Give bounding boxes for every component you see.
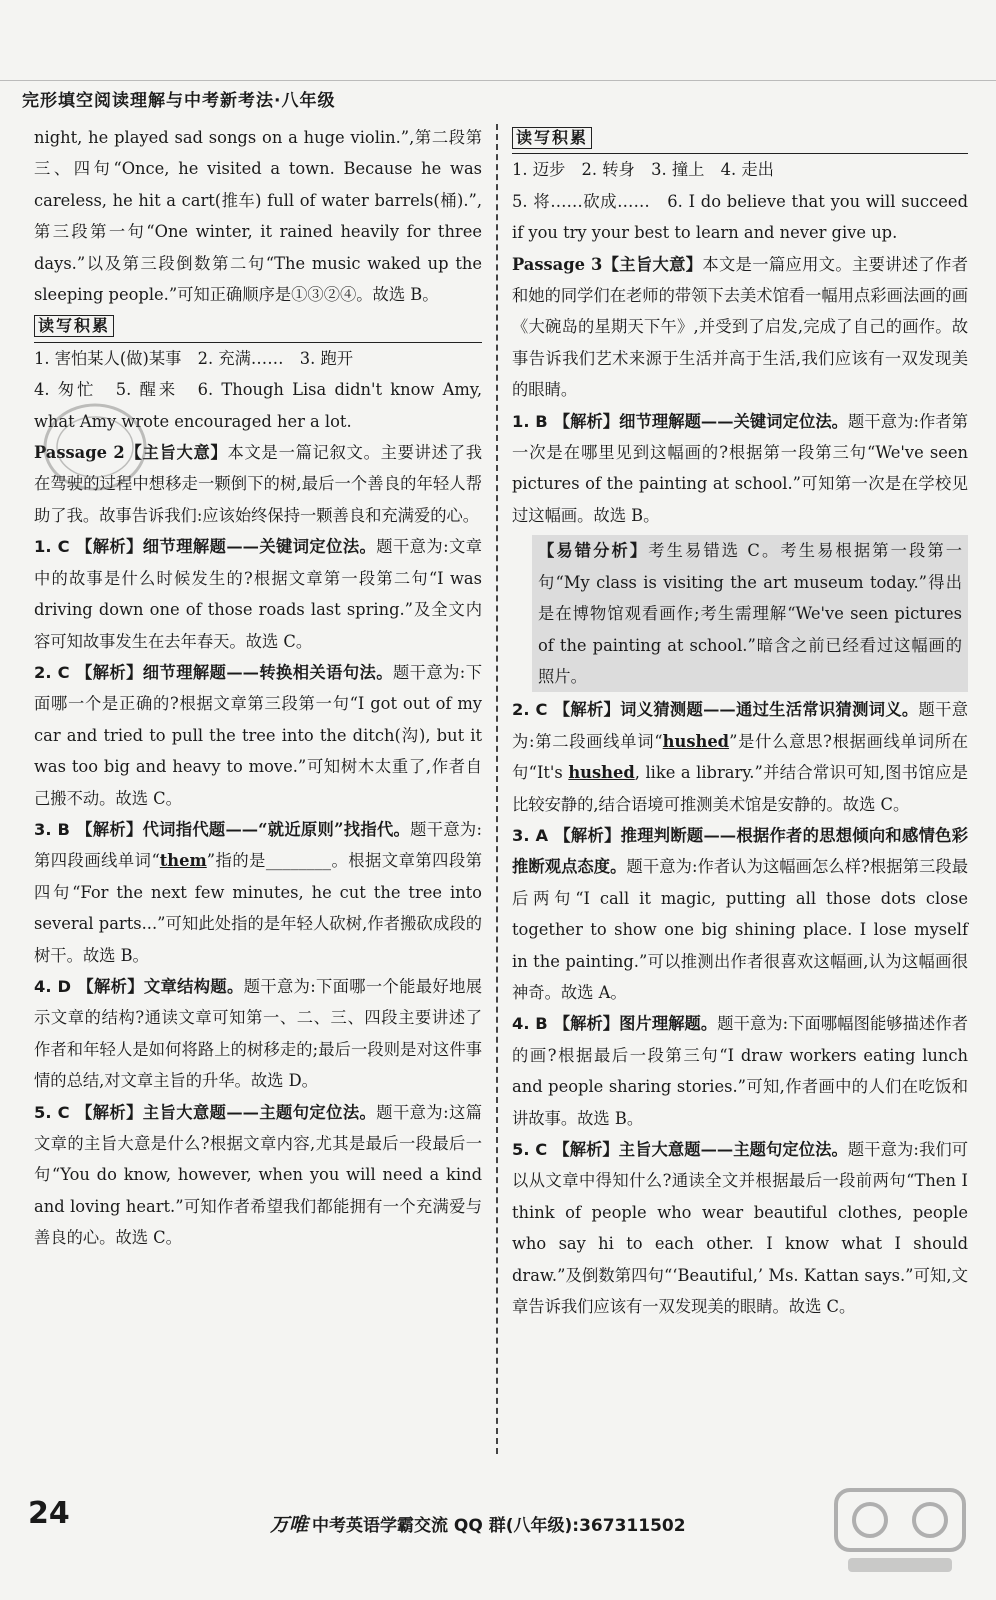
answer-5-text: 题干意为:这篇文章的主旨大意是什么?根据文章内容,尤其是最后一段最后一句“You do know, however, when you will need a kind and loving heart.”可知作者希望我们都能拥有一个充满爱与善良的心。故选 C。 — [34, 1102, 482, 1248]
answer-r4-text: 题干意为:下面哪幅图能够描述作者的画?根据最后一段第三句“I draw workers eating lunch and people sharing stories.”可知,作者画中的人们在吃饭和讲故事。故选 B。 — [512, 1014, 968, 1128]
underlined-word-hushed-2: hushed — [568, 763, 635, 783]
answer-r2-number: 2. C — [512, 700, 548, 720]
answer-3-type: 【解析】代词指代题——“就近原则”找指代。 — [75, 819, 411, 839]
answer-r5 — [512, 1134, 968, 1322]
left-column — [34, 122, 482, 1254]
qq-group-text: 中考英语学霸交流 QQ 群(八年级):367311502 — [312, 1516, 686, 1536]
underlined-word-them: them — [159, 851, 207, 871]
answer-r4-number: 4. B — [512, 1014, 548, 1034]
answer-r2-text-b: ”是什么意思?根据画线单词所在句“It's — [512, 731, 968, 783]
answer-4-text: 题干意为:下面哪一个能最好地展示文章的结构?通读文章可知第一、二、三、四段主要讲述了作者和年轻人是如何将路上的树移走的;最后一段则是对这件事情的总结,对文章主旨的升华。故选 D。 — [34, 976, 482, 1091]
answer-4-number: 4. D — [34, 976, 72, 996]
passage-2-label: Passage 2【主旨大意】 — [34, 443, 228, 463]
reading-writing-section — [34, 310, 482, 342]
answer-r1-type: 【解析】细节理解题——关键词定位法。 — [553, 411, 849, 431]
vocab-line-2-right: 5. 将……砍成…… 6. I do believe that you will succeed if you try your best to learn and never give up. — [512, 191, 968, 243]
answer-4-type: 【解析】文章结构题。 — [77, 976, 244, 996]
answer-r2-text-a: 题干意为:第二段画线单词“ — [512, 700, 968, 751]
answer-r3-number: 3. A — [512, 825, 549, 845]
answer-r5-text: 题干意为:我们可以从文章中得知什么?通读全文并根据最后一段前两句“Then I think of people who wear beautiful clothes, people who say hi to each other. I know what I should draw.”及倒数第四句“‘Beautiful,’ Ms. Kattan says.”可知,文章告诉我们应该有一双发现美的眼睛。故选 C。 — [512, 1140, 968, 1317]
stamp-mark-icon — [40, 392, 150, 502]
answer-r5-type: 【解析】主旨大意题——主题句定位法。 — [553, 1140, 848, 1159]
passage-3-label: Passage 3【主旨大意】 — [512, 254, 703, 274]
answer-1-type: 【解析】细节理解题——关键词定位法。 — [75, 537, 377, 557]
answer-5-type: 【解析】主旨大意题——主题句定位法。 — [75, 1102, 377, 1122]
answer-r1-text: 题干意为:作者第一次是在哪里见到这幅画的?根据第一段第三句“We've seen pictures of the painting at school.”可知第一次是在学校见过这幅画。故选 B。 — [512, 411, 968, 525]
answer-r1-number: 1. B — [512, 411, 548, 431]
answer-r2-text-c: , like a library.”并结合常识可知,图书馆应是比较安静的,结合语境可推测美术馆是安静的。故选 C。 — [512, 763, 968, 814]
answer-5 — [34, 1097, 482, 1254]
footer-info — [270, 1510, 686, 1537]
vocab-line-1-right: 1. 迈步 2. 转身 3. 撞上 4. 走出 — [512, 160, 774, 180]
top-rule — [0, 80, 996, 81]
right-column — [512, 122, 968, 1322]
answer-2-number: 2. C — [34, 662, 70, 682]
answer-r3-text: 题干意为:作者认为这幅画怎么样?根据第三段最后两句“I call it magic, putting all those dots close together to show one big shining place. I lose myself in the painting.”可以推测出作者很喜欢这幅画,认为这幅画很神奇。故选 A。 — [512, 857, 968, 1002]
answer-r3 — [512, 820, 968, 1008]
error-analysis-box — [532, 535, 968, 692]
error-analysis-text: 考生易错选 C。考生易根据第一段第一句“My class is visiting the art museum today.”得出是在博物馆观看画作;考生需理解“We've seen pictures of the painting at school.”暗含之前已经看过这幅画的照片。 — [538, 541, 962, 686]
running-header: 完形填空阅读理解与中考新考法·八年级 — [22, 91, 336, 111]
answer-r4-type: 【解析】图片理解题。 — [553, 1014, 718, 1034]
answer-1-number: 1. C — [34, 537, 70, 557]
answer-r2 — [512, 694, 968, 820]
answer-r4 — [512, 1008, 968, 1134]
answer-2-type: 【解析】细节理解题——转换相关语句法。 — [75, 662, 393, 682]
answer-3-text-a: 题干意为:第四段画线单词“ — [34, 819, 482, 871]
answer-5-number: 5. C — [34, 1102, 70, 1122]
underlined-word-hushed: hushed — [662, 731, 730, 751]
page-number: 24 — [28, 1496, 70, 1531]
error-analysis-label: 【易错分析】 — [538, 541, 649, 561]
answer-r2-type: 【解析】词义猜测题——通过生活常识猜测词义。 — [553, 700, 919, 720]
vocab-line-1: 1. 害怕某人(做)某事 2. 充满…… 3. 跑开 — [34, 348, 354, 368]
answer-2-text: 题干意为:下面哪一个是正确的?根据文章第三段第一句“I got out of my car and tried to pull the tree into the ditch(沟), but it was too big and heavy to move.”可知树木太重了,作者自己搬不动。故选 C。 — [34, 662, 482, 808]
answer-3-number: 3. B — [34, 819, 70, 839]
passage-2-text: 本文是一篇记叙文。主要讲述了我在驾驶的过程中想移走一颗倒下的树,最后一个善良的年轻人帮助了我。故事告诉我们:应该始终保持一颗善良和充满爱的心。 — [34, 443, 482, 525]
vocab-line-2: 4. 匆忙 5. 醒来 6. Though Lisa didn't know Amy, what Amy wrote encouraged her a lot. — [34, 380, 482, 431]
reading-writing-badge: 读写积累 — [34, 315, 114, 337]
passage-3-summary — [512, 249, 968, 406]
passage-3-text: 本文是一篇应用文。主要讲述了作者和她的同学们在老师的带领下去美术馆看一幅用点彩画法画的画《大碗岛的星期天下午》,并受到了启发,完成了自己的画作。故事告诉我们艺术来源于生活并高于生活,我们应该有一双发现美的眼睛。 — [512, 254, 968, 400]
answer-r5-number: 5. C — [512, 1140, 548, 1159]
answer-r1 — [512, 406, 968, 532]
reading-writing-section-right — [512, 122, 968, 154]
answer-r3-type: 【解析】推理判断题——根据作者的思想倾向和感情色彩推断观点态度。 — [512, 825, 968, 877]
reading-writing-badge-right: 读写积累 — [512, 127, 592, 149]
site-watermark-icon — [830, 1484, 970, 1580]
continued-answer: night, he played sad songs on a huge violin.”,第二段第三、四句“Once, he visited a town. Because he was careless, he hit a cart(推车) full of water barrels(桶).”,第三段第一句“One winter, it rained heavily for three days.”以及第三段倒数第二句“The music waked up the sleeping people.”可知正确顺序是①③②④。故选 B。 — [34, 128, 482, 305]
answer-3-text-b: ”指的是________。根据文章第四段第四句“For the next few minutes, he cut the tree into several parts...”可知此处指的是年轻人砍树,作者搬砍成段的树干。故选 B。 — [34, 851, 483, 965]
answer-1 — [34, 531, 482, 657]
answer-2 — [34, 657, 482, 814]
brand-logo: 万唯 — [270, 1514, 309, 1536]
column-divider — [496, 124, 498, 1454]
answer-4 — [34, 971, 482, 1097]
answer-1-text: 题干意为:文章中的故事是什么时候发生的?根据文章第一段第二句“I was driving down one of those roads last spring.”及全文内容可知故事发生在去年春天。故选 C。 — [34, 537, 482, 651]
answer-3 — [34, 814, 482, 971]
